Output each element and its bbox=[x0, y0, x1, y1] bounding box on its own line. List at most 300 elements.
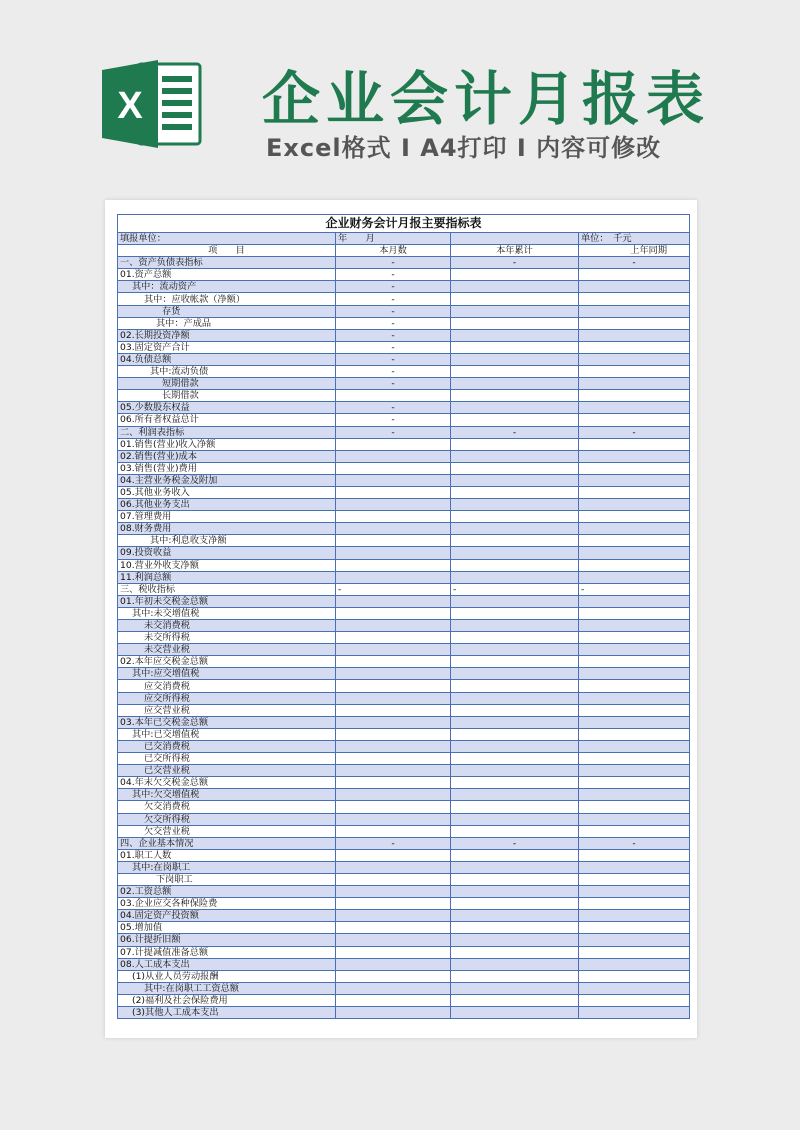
value-cell[interactable] bbox=[336, 825, 451, 837]
value-cell[interactable] bbox=[451, 861, 579, 873]
value-cell[interactable] bbox=[336, 692, 451, 704]
row-label[interactable]: 04.年末欠交税金总额 bbox=[118, 777, 336, 789]
row-label[interactable]: 其中:欠交增值税 bbox=[118, 789, 336, 801]
table-row bbox=[118, 789, 690, 801]
row-label[interactable]: 欠交消费税 bbox=[118, 801, 336, 813]
table-row bbox=[118, 486, 690, 498]
table-row bbox=[118, 922, 690, 934]
value-cell[interactable] bbox=[451, 825, 579, 837]
value-cell[interactable] bbox=[451, 777, 579, 789]
excel-logo-icon bbox=[100, 56, 204, 152]
value-cell[interactable]: - bbox=[336, 378, 451, 390]
row-label[interactable]: 存货 bbox=[118, 305, 336, 317]
value-cell[interactable] bbox=[579, 704, 690, 716]
value-cell[interactable] bbox=[336, 728, 451, 740]
value-cell[interactable] bbox=[451, 329, 579, 341]
row-label[interactable]: 下岗职工 bbox=[118, 873, 336, 885]
value-cell[interactable] bbox=[451, 886, 579, 898]
value-cell[interactable] bbox=[579, 414, 690, 426]
value-cell[interactable] bbox=[579, 873, 690, 885]
row-label[interactable]: (1)从业人员劳动报酬 bbox=[118, 970, 336, 982]
value-cell[interactable] bbox=[579, 728, 690, 740]
value-cell[interactable] bbox=[336, 801, 451, 813]
row-label[interactable]: 其中：产成品 bbox=[118, 317, 336, 329]
value-cell[interactable] bbox=[579, 632, 690, 644]
value-cell[interactable] bbox=[579, 994, 690, 1006]
page-subtitle: Excel格式 I A4打印 I 内容可修改 bbox=[266, 134, 662, 162]
value-cell[interactable] bbox=[336, 789, 451, 801]
value-cell[interactable] bbox=[451, 438, 579, 450]
value-cell[interactable] bbox=[336, 450, 451, 462]
row-label[interactable]: 其中:在岗职工 bbox=[118, 861, 336, 873]
value-cell[interactable] bbox=[336, 1007, 451, 1019]
value-cell[interactable]: - bbox=[336, 293, 451, 305]
row-label[interactable]: (2)福利及社会保险费用 bbox=[118, 994, 336, 1006]
value-cell[interactable]: - bbox=[336, 305, 451, 317]
value-cell[interactable] bbox=[336, 873, 451, 885]
value-cell[interactable] bbox=[336, 559, 451, 571]
row-label[interactable]: 未交营业税 bbox=[118, 644, 336, 656]
value-cell[interactable] bbox=[451, 499, 579, 511]
row-label[interactable]: 应交所得税 bbox=[118, 692, 336, 704]
row-label[interactable]: 01.职工人数 bbox=[118, 849, 336, 861]
value-cell[interactable] bbox=[451, 317, 579, 329]
value-cell[interactable] bbox=[451, 898, 579, 910]
row-label[interactable]: 未交消费税 bbox=[118, 620, 336, 632]
row-label[interactable]: 欠交营业税 bbox=[118, 825, 336, 837]
value-cell[interactable] bbox=[336, 571, 451, 583]
value-cell[interactable] bbox=[579, 958, 690, 970]
value-cell[interactable]: - bbox=[336, 366, 451, 378]
value-cell[interactable] bbox=[579, 886, 690, 898]
value-cell[interactable] bbox=[336, 656, 451, 668]
value-cell[interactable] bbox=[336, 886, 451, 898]
table-row bbox=[118, 728, 690, 740]
value-cell[interactable] bbox=[579, 934, 690, 946]
value-cell[interactable]: - bbox=[336, 402, 451, 414]
table-row bbox=[118, 813, 690, 825]
row-label[interactable]: 02.本年应交税金总额 bbox=[118, 656, 336, 668]
value-cell[interactable] bbox=[336, 595, 451, 607]
value-cell[interactable] bbox=[451, 994, 579, 1006]
value-cell[interactable] bbox=[336, 632, 451, 644]
value-cell[interactable] bbox=[451, 873, 579, 885]
table-row bbox=[118, 801, 690, 813]
table-row bbox=[118, 450, 690, 462]
value-cell[interactable] bbox=[579, 462, 690, 474]
value-cell[interactable]: - bbox=[579, 426, 690, 438]
value-cell[interactable] bbox=[579, 341, 690, 353]
value-cell[interactable] bbox=[336, 620, 451, 632]
value-cell[interactable]: - bbox=[336, 329, 451, 341]
value-cell[interactable] bbox=[579, 680, 690, 692]
value-cell[interactable] bbox=[451, 1007, 579, 1019]
row-label[interactable]: 06.所有者权益总计 bbox=[118, 414, 336, 426]
value-cell[interactable] bbox=[579, 656, 690, 668]
value-cell[interactable] bbox=[579, 753, 690, 765]
value-cell[interactable] bbox=[451, 414, 579, 426]
row-label[interactable]: 其中:利息收支净额 bbox=[118, 535, 336, 547]
value-cell[interactable] bbox=[336, 716, 451, 728]
table-row bbox=[118, 740, 690, 752]
value-cell[interactable] bbox=[451, 486, 579, 498]
value-cell[interactable] bbox=[579, 716, 690, 728]
row-label[interactable]: 07.管理费用 bbox=[118, 511, 336, 523]
value-cell[interactable]: - bbox=[336, 281, 451, 293]
value-cell[interactable] bbox=[579, 535, 690, 547]
value-cell[interactable] bbox=[336, 740, 451, 752]
value-cell[interactable] bbox=[579, 317, 690, 329]
table-row bbox=[118, 426, 690, 438]
value-cell[interactable]: - bbox=[336, 583, 451, 595]
value-cell[interactable]: - bbox=[336, 426, 451, 438]
value-cell[interactable]: - bbox=[451, 583, 579, 595]
row-label[interactable]: 04.负债总额 bbox=[118, 353, 336, 365]
value-cell[interactable] bbox=[451, 801, 579, 813]
value-cell[interactable] bbox=[451, 970, 579, 982]
value-cell[interactable] bbox=[579, 644, 690, 656]
value-cell[interactable] bbox=[579, 547, 690, 559]
value-cell[interactable] bbox=[451, 390, 579, 402]
value-cell[interactable] bbox=[451, 620, 579, 632]
value-cell[interactable] bbox=[336, 910, 451, 922]
value-cell[interactable] bbox=[579, 970, 690, 982]
value-cell[interactable] bbox=[579, 607, 690, 619]
value-cell[interactable] bbox=[336, 462, 451, 474]
table-row bbox=[118, 511, 690, 523]
value-cell[interactable] bbox=[451, 523, 579, 535]
row-label[interactable]: 其中:已交增值税 bbox=[118, 728, 336, 740]
value-cell[interactable] bbox=[579, 692, 690, 704]
value-cell[interactable] bbox=[579, 366, 690, 378]
report-table bbox=[117, 214, 690, 1019]
row-label[interactable]: 已交所得税 bbox=[118, 753, 336, 765]
row-label[interactable]: 其中:未交增值税 bbox=[118, 607, 336, 619]
value-cell[interactable] bbox=[579, 450, 690, 462]
value-cell[interactable]: - bbox=[336, 269, 451, 281]
value-cell[interactable] bbox=[336, 438, 451, 450]
value-cell[interactable] bbox=[451, 656, 579, 668]
value-cell[interactable] bbox=[579, 910, 690, 922]
row-label[interactable]: 04.固定资产投资额 bbox=[118, 910, 336, 922]
value-cell[interactable] bbox=[336, 777, 451, 789]
value-cell[interactable] bbox=[336, 946, 451, 958]
table-row bbox=[118, 366, 690, 378]
value-cell[interactable] bbox=[336, 982, 451, 994]
value-cell[interactable] bbox=[451, 765, 579, 777]
table-row bbox=[118, 547, 690, 559]
row-label[interactable]: 已交消费税 bbox=[118, 740, 336, 752]
value-cell[interactable] bbox=[451, 849, 579, 861]
value-cell[interactable] bbox=[451, 740, 579, 752]
value-cell[interactable] bbox=[451, 462, 579, 474]
value-cell[interactable] bbox=[336, 898, 451, 910]
value-cell[interactable] bbox=[451, 559, 579, 571]
value-cell[interactable] bbox=[579, 620, 690, 632]
value-cell[interactable] bbox=[451, 946, 579, 958]
value-cell[interactable] bbox=[579, 849, 690, 861]
value-cell[interactable]: - bbox=[579, 257, 690, 269]
value-cell[interactable] bbox=[336, 535, 451, 547]
value-cell[interactable] bbox=[336, 813, 451, 825]
value-cell[interactable] bbox=[451, 366, 579, 378]
table-row bbox=[118, 765, 690, 777]
value-cell[interactable]: - bbox=[336, 257, 451, 269]
row-label[interactable]: 其中：应收帐款（净额） bbox=[118, 293, 336, 305]
row-label[interactable]: 二、利润表指标 bbox=[118, 426, 336, 438]
value-cell[interactable] bbox=[336, 511, 451, 523]
value-cell[interactable] bbox=[451, 341, 579, 353]
value-cell[interactable]: - bbox=[336, 837, 451, 849]
table-row bbox=[118, 934, 690, 946]
row-label[interactable]: 未交所得税 bbox=[118, 632, 336, 644]
row-label[interactable]: 06.计提折旧额 bbox=[118, 934, 336, 946]
value-cell[interactable] bbox=[451, 644, 579, 656]
value-cell[interactable] bbox=[579, 486, 690, 498]
row-label[interactable]: 其中:应交增值税 bbox=[118, 668, 336, 680]
value-cell[interactable] bbox=[451, 728, 579, 740]
value-cell[interactable] bbox=[336, 644, 451, 656]
value-cell[interactable]: - bbox=[336, 317, 451, 329]
row-label[interactable]: 03.固定资产合计 bbox=[118, 341, 336, 353]
value-cell[interactable] bbox=[451, 789, 579, 801]
row-label[interactable]: 四、企业基本情况 bbox=[118, 837, 336, 849]
table-row bbox=[118, 982, 690, 994]
table-row bbox=[118, 462, 690, 474]
table-row bbox=[118, 849, 690, 861]
value-cell[interactable] bbox=[336, 934, 451, 946]
table-row bbox=[118, 620, 690, 632]
value-cell[interactable] bbox=[451, 813, 579, 825]
value-cell[interactable] bbox=[579, 402, 690, 414]
table-row bbox=[118, 692, 690, 704]
value-cell[interactable] bbox=[579, 813, 690, 825]
row-label[interactable]: 03.销售(营业)费用 bbox=[118, 462, 336, 474]
value-cell[interactable]: - bbox=[336, 414, 451, 426]
value-cell[interactable] bbox=[451, 716, 579, 728]
row-label[interactable]: 09.投资收益 bbox=[118, 547, 336, 559]
value-cell[interactable] bbox=[451, 922, 579, 934]
row-label[interactable]: (3)其他人工成本支出 bbox=[118, 1007, 336, 1019]
value-cell[interactable] bbox=[579, 499, 690, 511]
value-cell[interactable] bbox=[579, 898, 690, 910]
table-row bbox=[118, 656, 690, 668]
table-row bbox=[118, 341, 690, 353]
value-cell[interactable] bbox=[579, 329, 690, 341]
value-cell[interactable] bbox=[451, 535, 579, 547]
value-cell[interactable] bbox=[579, 571, 690, 583]
value-cell[interactable] bbox=[336, 753, 451, 765]
value-cell[interactable] bbox=[579, 474, 690, 486]
value-cell[interactable] bbox=[451, 607, 579, 619]
row-label[interactable]: 三、税收指标 bbox=[118, 583, 336, 595]
row-label[interactable]: 01.销售(营业)收入净额 bbox=[118, 438, 336, 450]
value-cell[interactable] bbox=[451, 353, 579, 365]
value-cell[interactable]: - bbox=[579, 583, 690, 595]
value-cell[interactable] bbox=[451, 511, 579, 523]
value-cell[interactable] bbox=[336, 680, 451, 692]
value-cell[interactable] bbox=[336, 486, 451, 498]
value-cell[interactable] bbox=[579, 789, 690, 801]
value-cell[interactable] bbox=[451, 632, 579, 644]
row-label[interactable]: 其中:在岗职工工资总额 bbox=[118, 982, 336, 994]
value-cell[interactable] bbox=[336, 499, 451, 511]
value-cell[interactable] bbox=[451, 402, 579, 414]
value-cell[interactable]: - bbox=[451, 257, 579, 269]
value-cell[interactable]: - bbox=[336, 341, 451, 353]
row-label[interactable]: 长期借款 bbox=[118, 390, 336, 402]
value-cell[interactable] bbox=[336, 547, 451, 559]
table-row bbox=[118, 390, 690, 402]
column-header: 本年累计 bbox=[451, 245, 579, 257]
table-row bbox=[118, 607, 690, 619]
value-cell[interactable] bbox=[336, 523, 451, 535]
row-label[interactable]: 08.财务费用 bbox=[118, 523, 336, 535]
value-cell[interactable] bbox=[451, 474, 579, 486]
value-cell[interactable] bbox=[336, 668, 451, 680]
info-cell[interactable]: 填报单位： bbox=[118, 233, 336, 245]
value-cell[interactable] bbox=[336, 922, 451, 934]
value-cell[interactable] bbox=[451, 668, 579, 680]
table-row bbox=[118, 644, 690, 656]
value-cell[interactable] bbox=[579, 511, 690, 523]
value-cell[interactable] bbox=[579, 559, 690, 571]
row-label[interactable]: 03.本年已交税金总额 bbox=[118, 716, 336, 728]
row-label[interactable]: 06.其他业务支出 bbox=[118, 499, 336, 511]
value-cell[interactable] bbox=[336, 474, 451, 486]
value-cell[interactable] bbox=[579, 353, 690, 365]
value-cell[interactable] bbox=[579, 595, 690, 607]
value-cell[interactable] bbox=[451, 378, 579, 390]
value-cell[interactable] bbox=[451, 680, 579, 692]
value-cell[interactable] bbox=[451, 934, 579, 946]
value-cell[interactable] bbox=[336, 994, 451, 1006]
column-header: 本月数 bbox=[336, 245, 451, 257]
value-cell[interactable] bbox=[336, 704, 451, 716]
value-cell[interactable] bbox=[579, 438, 690, 450]
value-cell[interactable] bbox=[451, 571, 579, 583]
value-cell[interactable] bbox=[451, 281, 579, 293]
value-cell[interactable] bbox=[579, 801, 690, 813]
row-label[interactable]: 05.增加值 bbox=[118, 922, 336, 934]
value-cell[interactable] bbox=[579, 922, 690, 934]
header-row bbox=[118, 245, 690, 257]
value-cell[interactable] bbox=[579, 825, 690, 837]
table-row bbox=[118, 704, 690, 716]
value-cell[interactable] bbox=[336, 958, 451, 970]
row-label[interactable]: 05.其他业务收入 bbox=[118, 486, 336, 498]
value-cell[interactable]: - bbox=[451, 837, 579, 849]
info-cell[interactable]: 单位： 千元 bbox=[579, 233, 690, 245]
info-cell[interactable]: 年 月 bbox=[336, 233, 451, 245]
banner bbox=[0, 0, 800, 190]
value-cell[interactable] bbox=[579, 1007, 690, 1019]
value-cell[interactable] bbox=[579, 293, 690, 305]
row-label[interactable]: 02.销售(营业)成本 bbox=[118, 450, 336, 462]
value-cell[interactable] bbox=[579, 390, 690, 402]
row-label[interactable]: 01.年初未交税金总额 bbox=[118, 595, 336, 607]
table-row bbox=[118, 305, 690, 317]
row-label[interactable]: 短期借款 bbox=[118, 378, 336, 390]
value-cell[interactable]: - bbox=[336, 353, 451, 365]
row-label[interactable]: 其中:流动负债 bbox=[118, 366, 336, 378]
value-cell[interactable] bbox=[579, 281, 690, 293]
table-title-row bbox=[118, 215, 690, 233]
value-cell[interactable] bbox=[451, 595, 579, 607]
value-cell[interactable] bbox=[451, 293, 579, 305]
value-cell[interactable] bbox=[579, 740, 690, 752]
row-label[interactable]: 02.长期投资净额 bbox=[118, 329, 336, 341]
value-cell[interactable] bbox=[579, 765, 690, 777]
table-row bbox=[118, 753, 690, 765]
value-cell[interactable] bbox=[579, 861, 690, 873]
row-label[interactable]: 03.企业应交各种保险费 bbox=[118, 898, 336, 910]
value-cell[interactable]: - bbox=[579, 837, 690, 849]
row-label[interactable]: 01.资产总额 bbox=[118, 269, 336, 281]
row-label[interactable]: 02.工资总额 bbox=[118, 886, 336, 898]
table-row bbox=[118, 668, 690, 680]
row-label[interactable]: 10.营业外收支净额 bbox=[118, 559, 336, 571]
table-row bbox=[118, 825, 690, 837]
row-label[interactable]: 一、资产负债表指标 bbox=[118, 257, 336, 269]
row-label[interactable]: 11.利润总额 bbox=[118, 571, 336, 583]
value-cell[interactable] bbox=[336, 849, 451, 861]
column-header: 项 目 bbox=[118, 245, 336, 257]
value-cell[interactable] bbox=[579, 269, 690, 281]
value-cell[interactable] bbox=[451, 547, 579, 559]
page-title: 企业会计月报表 bbox=[262, 65, 711, 133]
value-cell[interactable] bbox=[451, 692, 579, 704]
row-label[interactable]: 04.主营业务税金及附加 bbox=[118, 474, 336, 486]
value-cell[interactable] bbox=[451, 982, 579, 994]
value-cell[interactable] bbox=[579, 523, 690, 535]
value-cell[interactable] bbox=[451, 704, 579, 716]
row-label[interactable]: 07.计提减值准备总额 bbox=[118, 946, 336, 958]
row-label[interactable]: 应交营业税 bbox=[118, 704, 336, 716]
row-label[interactable]: 其中：流动资产 bbox=[118, 281, 336, 293]
value-cell[interactable] bbox=[336, 607, 451, 619]
value-cell[interactable] bbox=[451, 753, 579, 765]
value-cell[interactable] bbox=[451, 269, 579, 281]
value-cell[interactable] bbox=[451, 450, 579, 462]
value-cell[interactable] bbox=[336, 765, 451, 777]
value-cell[interactable] bbox=[579, 305, 690, 317]
value-cell[interactable] bbox=[451, 958, 579, 970]
value-cell[interactable] bbox=[336, 861, 451, 873]
column-header: 上年同期 bbox=[579, 245, 690, 257]
row-label[interactable]: 05.少数股东权益 bbox=[118, 402, 336, 414]
value-cell[interactable] bbox=[336, 970, 451, 982]
value-cell[interactable]: - bbox=[451, 426, 579, 438]
row-label[interactable]: 应交消费税 bbox=[118, 680, 336, 692]
value-cell[interactable] bbox=[579, 378, 690, 390]
value-cell[interactable] bbox=[336, 390, 451, 402]
value-cell[interactable] bbox=[579, 982, 690, 994]
svg-text:X: X bbox=[117, 85, 143, 127]
info-cell[interactable] bbox=[451, 233, 579, 245]
table-row bbox=[118, 523, 690, 535]
value-cell[interactable] bbox=[451, 910, 579, 922]
row-label[interactable]: 已交营业税 bbox=[118, 765, 336, 777]
table-row bbox=[118, 970, 690, 982]
row-label[interactable]: 欠交所得税 bbox=[118, 813, 336, 825]
value-cell[interactable] bbox=[579, 777, 690, 789]
table-row bbox=[118, 837, 690, 849]
value-cell[interactable] bbox=[579, 946, 690, 958]
value-cell[interactable] bbox=[451, 305, 579, 317]
value-cell[interactable] bbox=[579, 668, 690, 680]
row-label[interactable]: 08.人工成本支出 bbox=[118, 958, 336, 970]
